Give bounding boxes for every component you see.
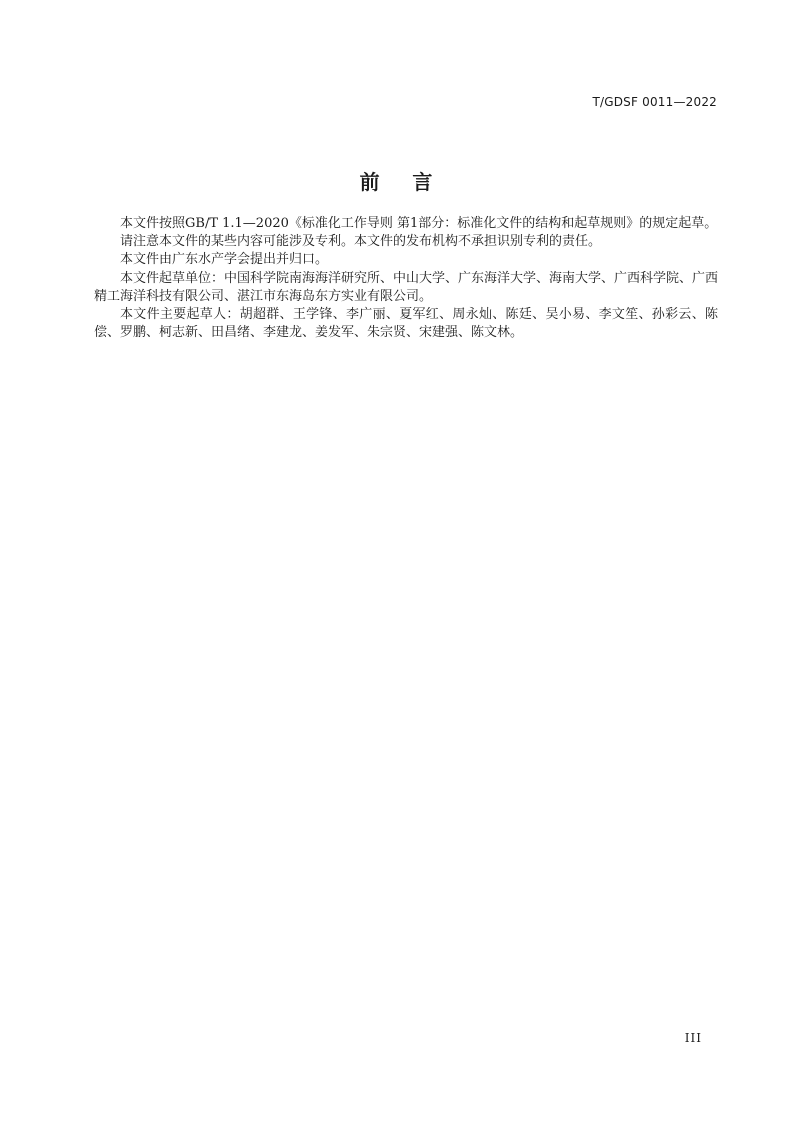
page-number: III [684, 1031, 702, 1045]
paragraph-proposer: 本文件由广东水产学会提出并归口。 [120, 252, 329, 268]
foreword-body [94, 215, 718, 342]
page-title: 前 言 [359, 170, 434, 194]
paragraph-drafting-rules: 本文件按照GB/T 1.1—2020《标准化工作导则 第1部分：标准化文件的结构和起草规则》的规定起草。 [120, 216, 718, 231]
paragraph-drafters: 本文件主要起草人：胡超群、王学锋、李广丽、夏军红、周永灿、陈廷、吴小易、李文笙、孙彩云、陈偿、罗鹏、柯志新、田昌绪、李建龙、姜发军、朱宗贤、宋建强、陈文林。 [94, 307, 718, 341]
paragraph-patent-notice: 请注意本文件的某些内容可能涉及专利。本文件的发布机构不承担识别专利的责任。 [120, 234, 602, 250]
standard-code: T/GDSF 0011—2022 [592, 95, 717, 109]
paragraph-drafting-units: 本文件起草单位：中国科学院南海海洋研究所、中山大学、广东海洋大学、海南大学、广西科学院、广西精工海洋科技有限公司、湛江市东海岛东方实业有限公司。 [94, 270, 719, 304]
